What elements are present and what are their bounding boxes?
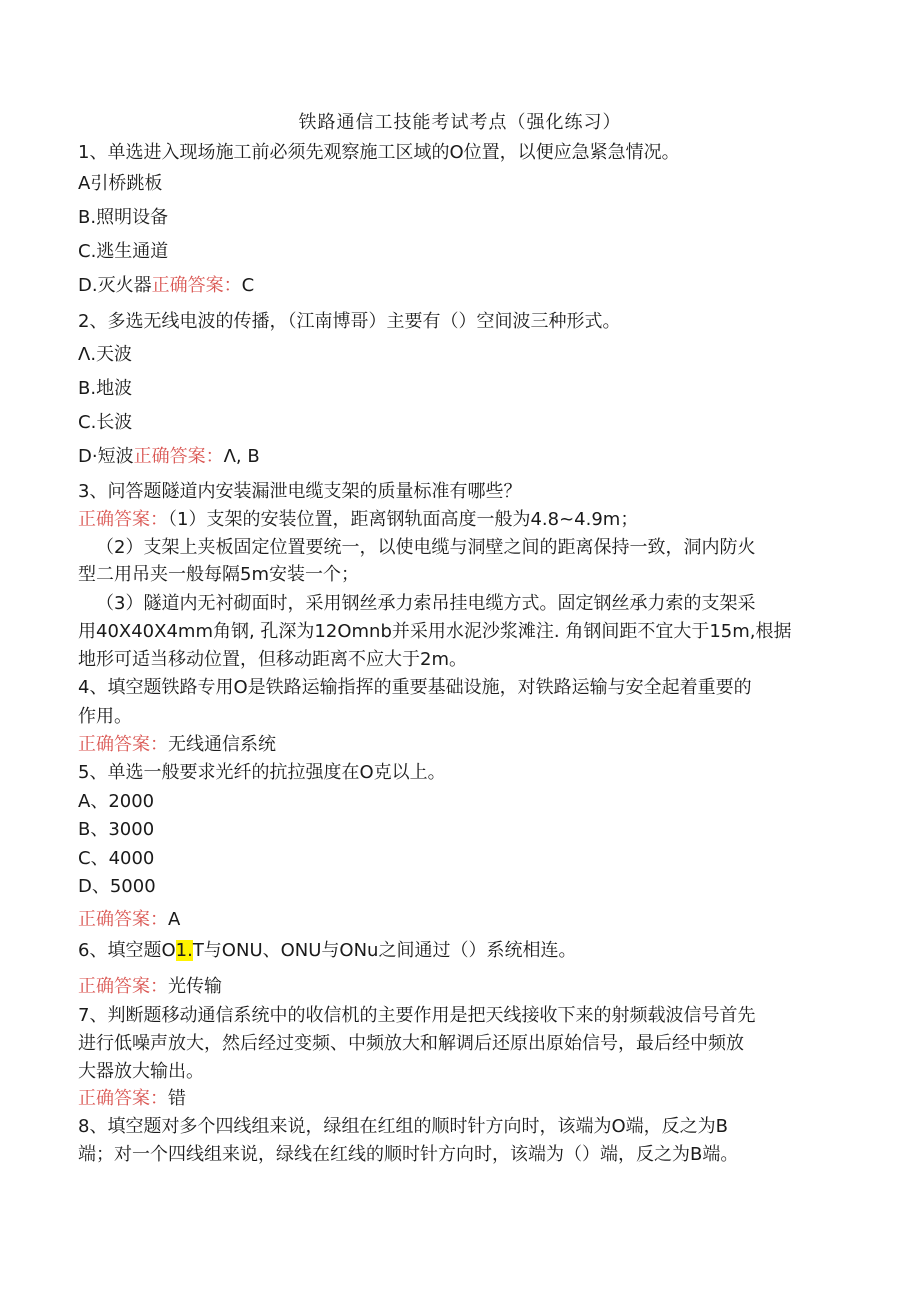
document-title: 铁路通信工技能考试考点（强化练习）: [298, 112, 622, 133]
question-1-option-d-line: [78, 274, 254, 298]
question-3-answer-part-2-line-2: 型二用吊夹一般每隔5m安装一个；: [78, 564, 359, 585]
question-3-answer-part-1: （1）支架的安装位置，距离钢轨面高度一般为4.8~4.9m；: [168, 509, 639, 530]
answer-label: 正确答案：: [78, 734, 168, 755]
question-1-option-b: B.照明设备: [78, 207, 169, 228]
question-5-answer-line: [78, 908, 180, 932]
question-6-stem-end: T与ONU、ONU与ONu之间通过（）系统相连。: [192, 940, 577, 961]
highlighted-text: 1.: [175, 940, 193, 961]
question-5-option-b: B、3000: [78, 819, 155, 840]
question-2-option-c: C.长波: [78, 412, 133, 433]
question-2-stem: 2、多选无线电波的传播，（江南博哥）主要有（）空间波三种形式。: [78, 311, 621, 332]
question-2-option-b: B.地波: [78, 378, 133, 399]
question-6-stem: [78, 939, 576, 963]
question-5-option-a: A、2000: [78, 791, 155, 812]
answer-label: 正确答案：: [151, 275, 242, 296]
question-6-answer: 光传输: [168, 976, 222, 997]
answer-label: 正确答案：: [78, 976, 168, 997]
question-1-answer: C: [241, 275, 255, 296]
question-6-stem-start: 6、填空题O: [78, 940, 176, 961]
question-1-option-d: D.灭火器: [78, 275, 152, 296]
question-4-answer-line: [78, 733, 276, 757]
answer-label: 正确答案：: [133, 446, 224, 467]
question-7-answer-line: [78, 1087, 186, 1111]
question-5-option-c: C、4000: [78, 848, 155, 869]
question-3-answer-part-3-line-1: （3）隧道内无衬砌面时，采用钢丝承力索吊挂电缆方式。固定钢丝承力索的支架采: [96, 593, 756, 614]
question-3-stem: 3、问答题隧道内安装漏泄电缆支架的质量标准有哪些？: [78, 481, 522, 502]
question-5-answer: A: [168, 909, 181, 930]
answer-label: 正确答案：: [78, 909, 168, 930]
answer-label: 正确答案：: [78, 1088, 168, 1109]
question-2-option-d-line: [78, 445, 260, 469]
question-1-option-a: A引桥跳板: [78, 173, 163, 194]
question-5-stem: 5、单选一般要求光纤的抗拉强度在O克以上。: [78, 762, 446, 783]
question-1-stem: 1、单选进入现场施工前必须先观察施工区域的O位置，以便应急紧急情况。: [78, 142, 680, 163]
question-4-stem-line-1: 4、填空题铁路专用O是铁路运输指挥的重要基础设施，对铁路运输与安全起着重要的: [78, 677, 752, 698]
question-7-stem-line-1: 7、判断题移动通信系统中的收信机的主要作用是把天线接收下来的射频载波信号首先: [78, 1005, 756, 1026]
question-5-option-d: D、5000: [78, 876, 156, 897]
question-1-option-c: C.逃生通道: [78, 241, 169, 262]
question-7-stem-line-2: 进行低噪声放大，然后经过变频、中频放大和解调后还原出原始信号，最后经中频放: [78, 1033, 744, 1054]
question-8-stem-line-2: 端；对一个四线组来说，绿线在红线的顺时针方向时，该端为（）端，反之为B端。: [78, 1144, 739, 1165]
question-4-answer: 无线通信系统: [168, 734, 276, 755]
answer-label: 正确答案：: [78, 509, 168, 530]
question-2-option-d: D·短波: [78, 446, 134, 467]
question-3-answer-part-3-line-3: 地形可适当移动位置，但移动距离不应大于2m。: [78, 649, 467, 670]
question-3-answer-line-1: [78, 508, 638, 532]
question-6-answer-line: [78, 975, 222, 999]
question-7-stem-line-3: 大器放大输出。: [78, 1061, 204, 1082]
question-3-answer-part-3-line-2: 用40X40X4mm角钢, 孔深为12Omnb并采用水泥沙浆滩注. 角钢间距不宜大于15m,根据: [78, 621, 792, 642]
question-3-answer-part-2-line-1: （2）支架上夹板固定位置要统一，以使电缆与洞壁之间的距离保持一致，洞内防火: [96, 537, 756, 558]
question-4-stem-line-2: 作用。: [78, 706, 132, 727]
question-2-answer: Λ, B: [223, 446, 260, 467]
question-7-answer: 错: [168, 1088, 186, 1109]
question-2-option-a: Λ.天波: [78, 344, 133, 365]
question-8-stem-line-1: 8、填空题对多个四线组来说，绿组在红组的顺时针方向时，该端为O端，反之为B: [78, 1116, 728, 1137]
